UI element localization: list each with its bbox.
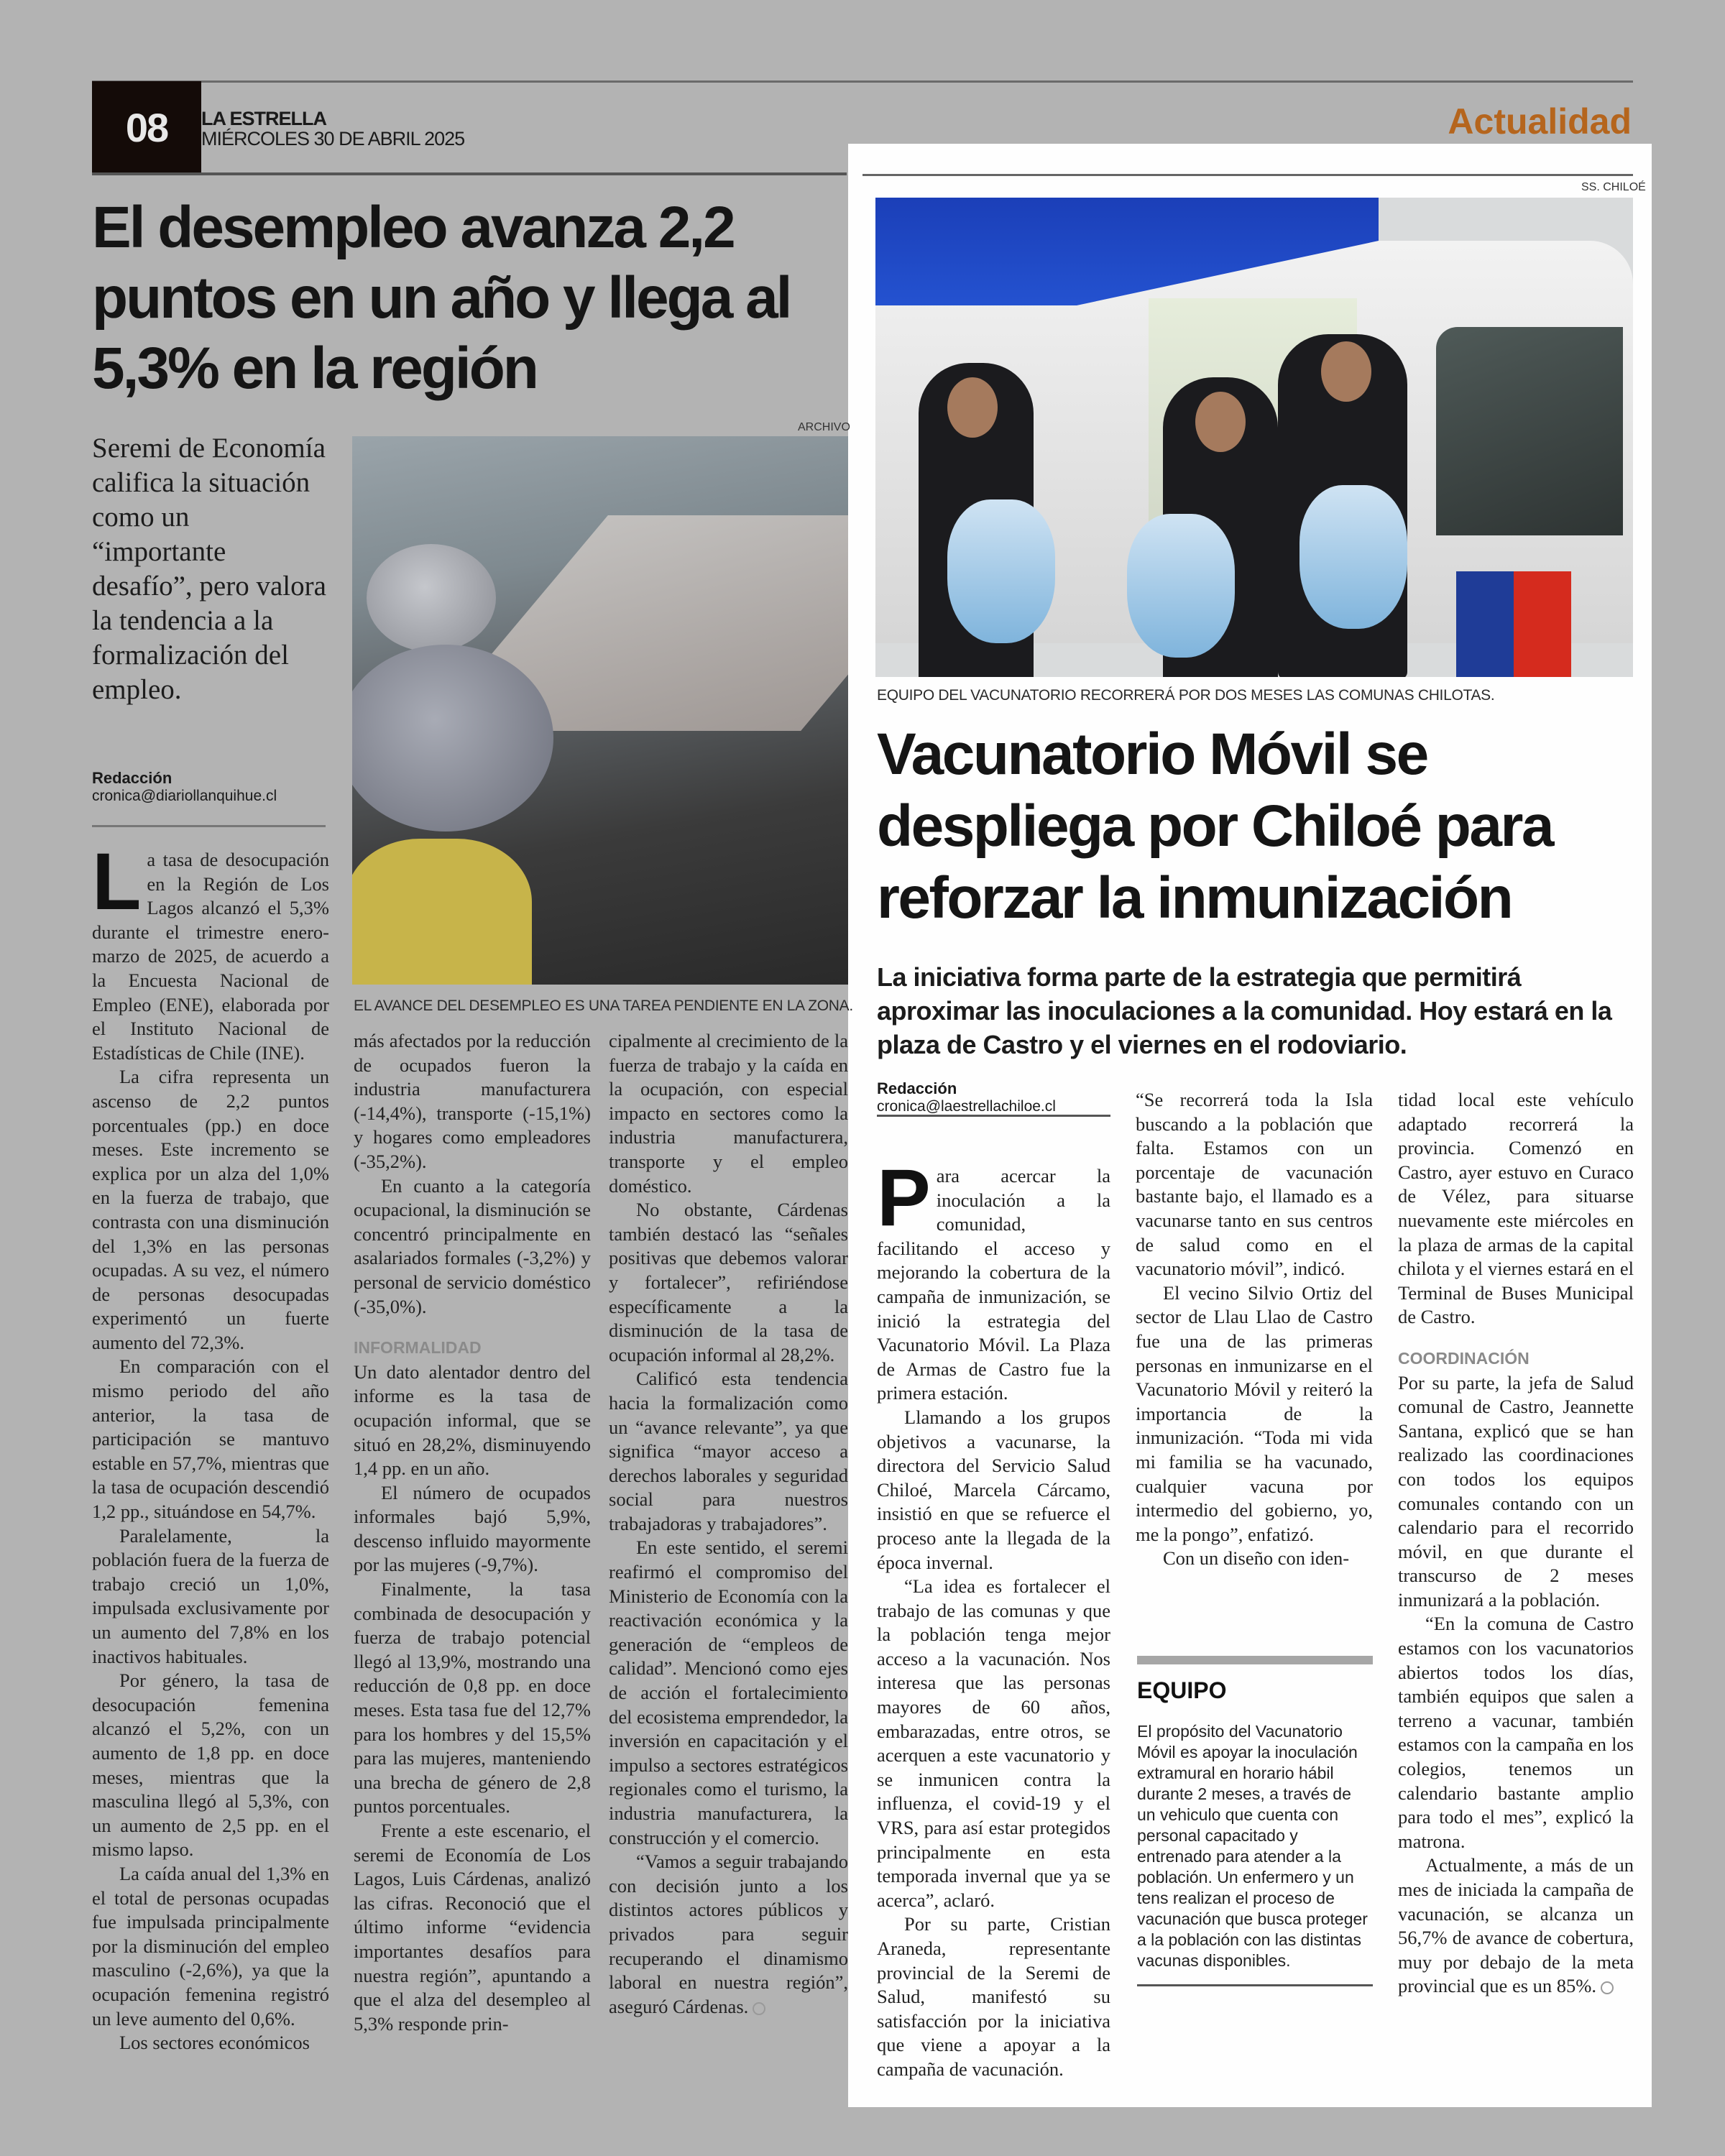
paragraph: Por su parte, la jefa de Salud comunal de Castro, Jeannette Santana, explicó que se han realizado las coordinaciones con todos los equipos comunales contando con un calendario para el recorrido móvil, en que durante el transcurso de 2 meses inmunizará a la población.	[1398, 1371, 1634, 1611]
photo-vaccination-team-van	[875, 198, 1633, 677]
paragraph: En comparación con el mismo periodo del año anterior, la tasa de participación se mantuvo estable en 57,7%, mientras que la tasa de ocupación descendió 1,2 pp., situándose en 54,7%.	[92, 1355, 329, 1523]
end-of-article-icon	[1601, 1981, 1614, 1994]
issue-date: MIÉRCOLES 30 DE ABRIL 2025	[201, 128, 465, 149]
byline-email: cronica@diariollanquihue.cl	[92, 788, 277, 804]
paragraph: La caída anual del 1,3% en el total de personas ocupadas fue impulsada principalmente por la disminución del empleo masculino (-2,6%), ya que la ocupación femenina registró un leve aumento del 0,6%.	[92, 1862, 329, 2030]
article-column-3	[1398, 1088, 1634, 1999]
subhead-informalidad: INFORMALIDAD	[354, 1338, 482, 1358]
byline-email: cronica@laestrellachiloe.cl	[877, 1098, 1056, 1115]
page-number: 08	[92, 81, 201, 173]
byline-left	[92, 769, 308, 805]
paragraph: Finalmente, la tasa combinada de desocupación y fuerza de trabajo potencial llegó al 13,9%, mostrando una reducción de 0,8 pp. en doce meses. Esta tasa fue del 12,7% para los hombres y del 15,5% para las mujeres, manteniendo una brecha de género de 2,8 puntos porcentuales.	[354, 1578, 591, 1818]
header-rule	[92, 172, 847, 175]
byline-right	[877, 1079, 1114, 1115]
paragraph: Con un diseño con iden-	[1163, 1547, 1350, 1570]
box-bottom-rule	[1137, 1984, 1373, 1986]
byline-rule	[877, 1115, 1110, 1117]
byline-name: Redacción	[877, 1079, 957, 1097]
paragraph: Un dato alentador dentro del informe es la tasa de ocupación informal, que se situó en 28,2%, disminuyendo 1,4 pp. en un año.	[354, 1360, 591, 1480]
end-of-article-icon	[753, 2002, 765, 2015]
paragraph: Los sectores económicos	[119, 2032, 310, 2054]
drop-cap: L	[92, 837, 142, 926]
article-column-3	[609, 1029, 848, 2019]
panel-rule	[862, 174, 1633, 176]
photo-caption: EL AVANCE DEL DESEMPLEO ES UNA TAREA PENDIENTE EN LA ZONA.	[354, 998, 853, 1014]
paragraph: cipalmente al crecimiento de la fuerza de trabajo y la caída en la ocupación, con especial impacto en sectores como la industria manufacturera, transporte y el empleo doméstico.	[609, 1030, 848, 1197]
section-label: Actualidad	[1448, 101, 1632, 142]
article-column-1	[877, 1153, 1110, 2082]
paragraph: más afectados por la reducción de ocupados fueron la industria manufacturera (-14,4%), transporte (-15,1%) y hogares como empleadores (-35,2%).	[354, 1030, 591, 1172]
paragraph: El número de ocupados informales bajó 5,9%, descenso influido mayormente por las mujeres (-9,7%).	[354, 1481, 591, 1576]
paragraph: La cifra representa un ascenso de 2,2 puntos porcentuales (pp.) en doce meses. Este incremento se explica por un alza del 1,0% en la fuerza de trabajo, que contrasta con una disminución del 1,3% en las personas ocupadas. A su vez, el número de personas desocupadas experimentó un fuerte aumento del 72,3%.	[92, 1066, 329, 1353]
paragraph: “En la comuna de Castro estamos con los vacunatorios abiertos todos los días, también equipos que salen a terreno a vacunar, también estamos con la campaña en los colegios, tenemos un calendario bastante amplio para todo el mes”, explicó la matrona.	[1398, 1613, 1634, 1852]
paragraph: La tasa de desocupación en la Región de Los Lagos alcanzó el 5,3% durante el trimestre enero-marzo de 2025, de acuerdo a la Encuesta Nacional de Empleo (ENE), elaborada por el Instituto Nacional de Estadísticas de Chile (INE).	[92, 837, 329, 1064]
sidebar-box-equipo	[1137, 1656, 1373, 1986]
byline-rule	[92, 825, 326, 827]
headline-vaccination: Vacunatorio Móvil se despliega por Chiloé para reforzar la inmunización	[877, 722, 1552, 931]
paragraph: Por su parte, Cristian Araneda, representante provincial de la Seremi de Salud, manifestó su satisfacción por la iniciativa que viene a apoyar a la campaña de vacunación.	[877, 1913, 1110, 2080]
drop-cap: P	[877, 1153, 931, 1243]
article-column-2	[1136, 1088, 1373, 1571]
photo-caption: EQUIPO DEL VACUNATORIO RECORRERÁ POR DOS MESES LAS COMUNAS CHILOTAS.	[877, 687, 1495, 704]
box-title: EQUIPO	[1137, 1677, 1227, 1703]
headline-unemployment: El desempleo avanza 2,2 puntos en un año y llega al 5,3% en la región	[92, 195, 791, 401]
newspaper-name: LA ESTRELLA	[201, 108, 326, 129]
paragraph: Paralelamente, la población fuera de la fuerza de trabajo creció un 1,0%, impulsada exclusivamente por un aumento del 7,8% en los inactivos habituales.	[92, 1524, 329, 1667]
paragraph: Por género, la tasa de desocupación femenina alcanzó el 5,2%, con un aumento de 1,8 pp. en doce meses, mientras que la masculina llegó al 5,3%, con un aumento de 2,5 pp. en el mismo lapso.	[92, 1669, 329, 1861]
photo-credit: ARCHIVO	[798, 421, 850, 433]
subhead-coordinacion: COORDINACIÓN	[1398, 1348, 1530, 1368]
article-column-1	[92, 837, 329, 2055]
paragraph: Para acercar la inoculación a la comunidad, facilitando el acceso y mejorando la cobertura de la campaña de inmunización, se inició la estrategia del Vacunatorio Móvil. La Plaza de Armas de Castro fue la primera estación.	[877, 1153, 1110, 1404]
paragraph: El vecino Silvio Ortiz del sector de Llau Llao de Castro fue una de las primeras personas en inmunizarse en el Vacunatorio Móvil y reiteró la importancia de la inmunización. “Toda mi vida mi familia se ha vacunado, cualquier vacuna por intermedio del gobierno, yo, me la pongo”, enfatizó.	[1136, 1281, 1373, 1545]
paragraph: Llamando a los grupos objetivos a vacunarse, la directora del Servicio Salud Chiloé, Marcela Cárcamo, insistió en que se refuerce el proceso ante la llegada de la época invernal.	[877, 1406, 1110, 1573]
paragraph: En cuanto a la categoría ocupacional, la disminución se concentró principalmente en asalariados formales (-3,2%) y personal de servicio doméstico (-35,0%).	[354, 1174, 591, 1317]
paragraph: “La idea es fortalecer el trabajo de las comunas y que la población tenga mejor acceso a la vacunación. Nos interesa que las personas mayores de 60 años, embarazadas, entre otros, se acerquen a este vacunatorio y se inmunicen contra la influenza, el covid-19 y el VRS, para así estar protegidos principalmente en esta temporada invernal que ya se acerca”, aclaró.	[877, 1575, 1110, 1911]
paragraph: Actualmente, a más de un mes de iniciada la campaña de vacunación, se alcanza un 56,7% de avance de cobertura, muy por debajo de la meta provincial que es un 85%.	[1398, 1854, 1634, 1997]
paragraph: Calificó esta tendencia hacia la formalización como un “avance relevante”, ya que significa “mayor acceso a derechos laborales y seguridad social para nuestros trabajadoras y trabajadores”.	[609, 1368, 848, 1534]
deck-vaccination: La iniciativa forma parte de la estrategia que permitirá aproximar las inoculaciones a la comunidad. Hoy estará en la plaza de Castro y el viernes en el rodoviario.	[877, 962, 1612, 1059]
paragraph: “Se recorrerá toda la Isla buscando a la población que falta. Estamos con un porcentaje de vacunación bastante bajo, el llamado es a vacunarse tanto en sus centros de salud como en el vacunatorio móvil”, indicó.	[1136, 1089, 1373, 1280]
deck-unemployment: Seremi de Economía califica la situación como un “importante desafío”, pero valora la tendencia a la formalización del empleo.	[92, 433, 326, 705]
article-column-2	[354, 1029, 591, 2036]
photo-credit: SS. CHILOÉ	[1581, 181, 1646, 193]
box-text: El propósito del Vacunatorio Móvil es apoyar la inoculación extramural en horario hábil durante 2 meses, a través de un vehiculo que cuenta con personal capacitado y entrenado para atender a la población. Un enfermero y un tens realizan el proceso de vacunación que busca proteger a la población con las distintas vacunas disponibles.	[1137, 1722, 1368, 1970]
paragraph: En este sentido, el seremi reafirmó el compromiso del Ministerio de Economía con la reactivación económica y la generación de “empleos de calidad”. Mencionó como ejes de acción el fortalecimiento del ecosistema emprendedor, la inversión en capacitación y el impulso a sectores estratégicos regionales como el turismo, la industria manufacturera, la construcción y el comercio.	[609, 1537, 848, 1848]
paragraph: No obstante, Cárdenas también destacó las “señales positivas que debemos valorar y fortalecer”, refiriéndose específicamente a la disminución de la tasa de ocupación informal al 28,2%.	[609, 1199, 848, 1365]
paragraph: “Vamos a seguir trabajando con decisión junto a los distintos actores públicos y privados para seguir recuperando el dinamismo laboral en nuestra región”, aseguró Cárdenas.	[609, 1851, 848, 2017]
byline-name: Redacción	[92, 769, 172, 787]
top-rule	[92, 80, 1633, 83]
paragraph: Frente a este escenario, el seremi de Economía de Los Lagos, Luis Cárdenas, analizó las cifras. Reconoció que el último informe “evidencia importantes desafíos para nuestra región”, apuntando a que el alza del desempleo al 5,3% responde prin-	[354, 1820, 591, 2035]
box-top-bar	[1137, 1656, 1373, 1664]
photo-fish-processing-plant	[352, 436, 848, 985]
paragraph: tidad local este vehículo adaptado recorrerá la provincia. Comenzó en Castro, ayer estuvo en Curaco de Vélez, para situarse nuevamente este miércoles en la plaza de armas de la capital chilota y el viernes estará en el Terminal de Buses Municipal de Castro.	[1398, 1089, 1634, 1328]
